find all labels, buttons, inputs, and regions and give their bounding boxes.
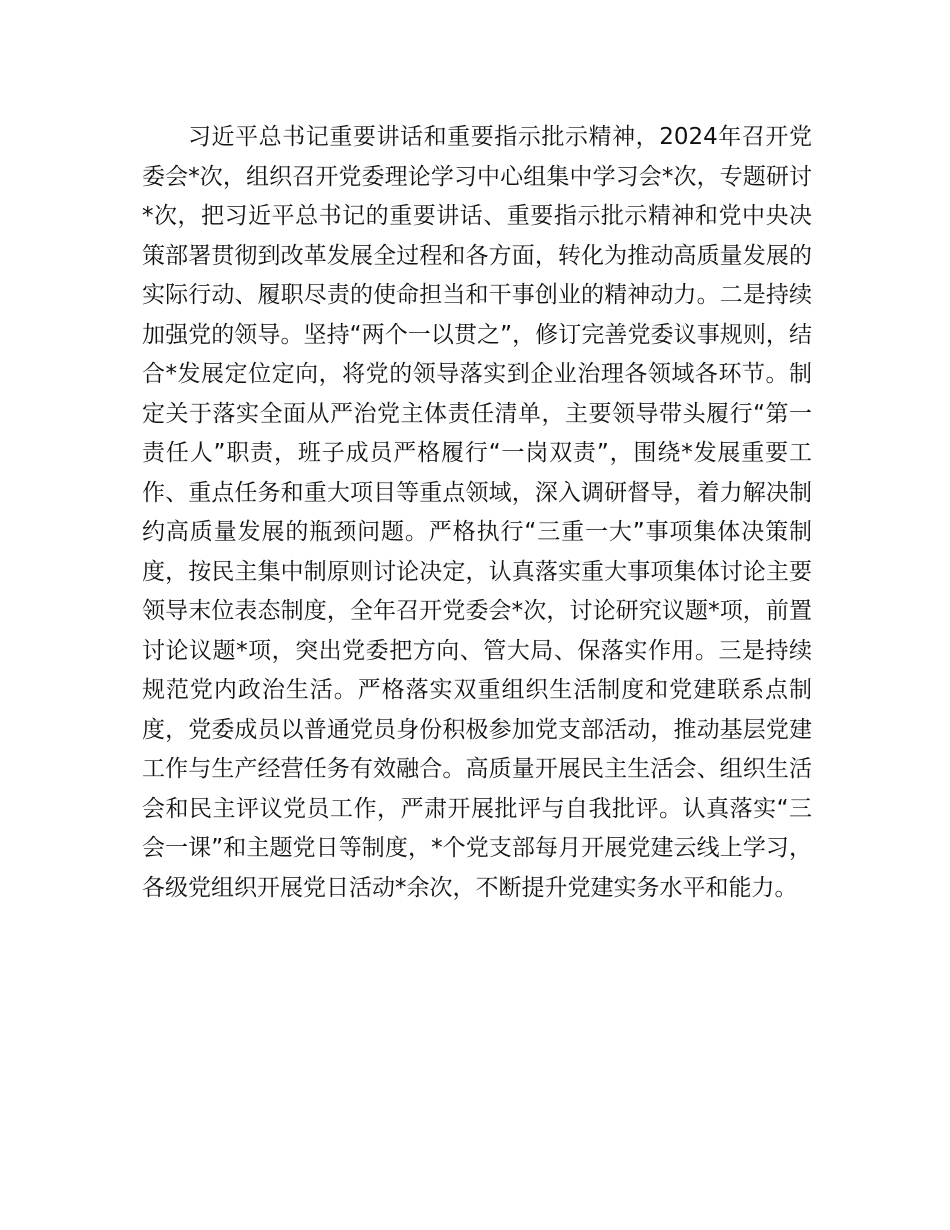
body-paragraph: 习近平总书记重要讲话和重要指示批示精神，2024年召开党委会*次，组织召开党委理论学习中心组集中学习会*次，专题研讨*次，把习近平总书记的重要讲话、重要指示批示精神和党中央决策部署贯彻到改革发展全过程和各方面，转化为推动高质量发展的实际行动、履职尽责的使命担当和干事创业的精神动力。二是持续加强党的领导。坚持“两个一以贯之”，修订完善党委议事规则，结合*发展定位定向，将党的领导落实到企业治理各领域各环节。制定关于落实全面从严治党主体责任清单，主要领导带头履行“第一责任人”职责，班子成员严格履行“一岗双责”，围绕*发展重要工作、重点任务和重大项目等重点领域，深入调研督导，着力解决制约高质量发展的瓶颈问题。严格执行“三重一大”事项集体决策制度，按民主集中制原则讨论决定，认真落实重大事项集体讨论主要领导末位表态制度，全年召开党委会*次，讨论研究议题*项，前置讨论议题*项，突出党委把方向、管大局、保落实作用。三是持续规范党内政治生活。严格落实双重组织生活制度和党建联系点制度，党委成员以普通党员身份积极参加党支部活动，推动基层党建工作与生产经营任务有效融合。高质量开展民主生活会、组织生活会和民主评议党员工作，严肃开展批评与自我批评。认真落实“三会一课”和主题党日等制度，*个党支部每月开展党建云线上学习，各级党组织开展党日活动*余次，不断提升党建实务水平和能力。 [142, 124, 813, 901]
